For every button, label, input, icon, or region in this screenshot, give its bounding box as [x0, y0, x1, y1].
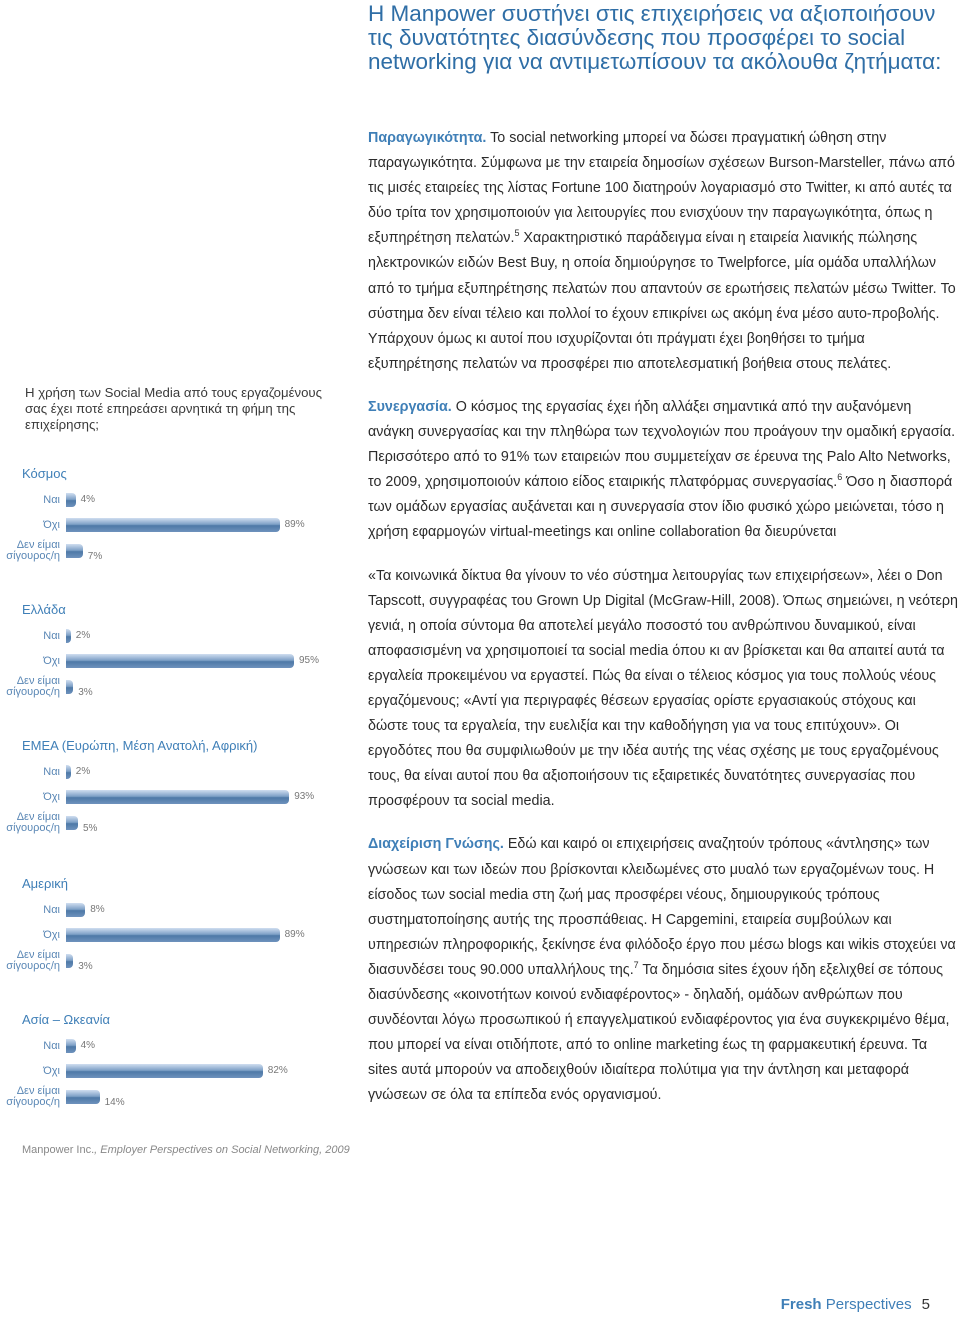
category-label-yes: Ναι [43, 904, 60, 916]
region-label: Κόσμος [22, 466, 67, 481]
paragraph-text: Χαρακτηριστικό παράδειγμα είναι η εταιρεία λιανικής πώλησης ηλεκτρονικών ειδών Best Buy, η οποία δημιούργησε το Twelpforce, μία ομάδα υπαλλήλων από το τμήμα εξυπηρέτησης πελατών που απαντούν σε ερωτήσεις πελατών μέσω Twitter. Το σύστημα δεν είναι τέλειο και πολλοί το έχουν επικρίνει ως ακόμη ένα μέσο αυτο-προβολής. Υπάρχουν όμως κι αυτοί που ισχυρίζονται ότι πράγματι έχει βοηθήσει το τμήμα εξυπηρέτησης πελατών να προσφέρει πιο αποτελεσματική βοήθεια στους πελάτες. [368, 230, 956, 372]
bar-no [66, 928, 280, 942]
category-label-yes: Ναι [43, 630, 60, 642]
chart-source [22, 1144, 350, 1157]
data-label: 89% [284, 519, 305, 530]
bar-yes [66, 493, 76, 507]
section-lead: Συνεργασία. [368, 398, 452, 415]
category-label-unsure: Δεν είμαι σίγουρος/η [6, 949, 60, 972]
section-collaboration [368, 395, 958, 546]
category-label-yes: Ναι [43, 494, 60, 506]
category-label-unsure: Δεν είμαι σίγουρος/η [6, 675, 60, 698]
data-label: 3% [78, 687, 93, 698]
survey-chart [0, 0, 360, 1318]
data-label: 3% [78, 961, 93, 972]
section-lead: Διαχείριση Γνώσης. [368, 836, 504, 853]
section-lead: Παραγωγικότητα. [368, 130, 487, 146]
footnote-ref: 7 [633, 959, 639, 970]
bar-unsure [66, 544, 83, 558]
bar-unsure [66, 680, 73, 694]
category-label-yes: Ναι [43, 766, 60, 778]
bar-yes [66, 903, 85, 917]
footer-brand: Fresh [780, 1296, 822, 1313]
page-number: 5 [921, 1296, 930, 1313]
data-label: 95% [299, 655, 320, 666]
data-label: 2% [75, 766, 91, 777]
category-label-unsure: Δεν είμαι σίγουρος/η [6, 1085, 60, 1108]
bar-unsure [66, 954, 73, 968]
section-knowledge [368, 832, 958, 1108]
data-label: 4% [80, 494, 96, 505]
region-label: ΕΜΕΑ (Ευρώπη, Μέση Ανατολή, Αφρική) [22, 738, 258, 753]
chart-title: Η χρήση των Social Media από τους εργαζομένους σας έχει ποτέ επηρεάσει αρνητικά τη φήμη της επιχείρησης; [25, 385, 322, 432]
data-label: 2% [75, 630, 91, 641]
section-productivity [368, 126, 958, 377]
region-label: Ελλάδα [22, 602, 66, 617]
category-label-no: Όχι [43, 655, 60, 667]
category-label-no: Όχι [43, 929, 60, 941]
bar-no [66, 518, 280, 532]
footnote-ref: 5 [514, 228, 520, 239]
category-label-no: Όχι [43, 1065, 60, 1077]
data-label: 4% [80, 1040, 96, 1051]
page-footer [781, 1296, 930, 1313]
bar-unsure [66, 1090, 100, 1104]
data-label: 5% [83, 823, 98, 834]
category-label-no: Όχι [43, 519, 60, 531]
category-label-unsure: Δεν είμαι σίγουρος/η [6, 539, 60, 562]
data-label: 8% [90, 904, 105, 915]
bar-no [66, 790, 289, 804]
paragraph-tapscott: «Τα κοινωνικά δίκτυα θα γίνουν το νέο σύστημα λειτουργίας των επιχειρήσεων», λέει ο Don Tapscott, συγγραφέας του Grown Up Digital (McGraw-Hill, 2008). Όπως σημειώνει, η νεότερη γενιά, η οποία σύντομα θα αποτελεί μεγάλο ποσοστό του ανθρώπινου δυναμικού, είναι αποφασισμένη να χρησιμοποιεί τα social media όπου κι αν βρίσκεται και θα απαιτεί αυτά τα εργαλεία προκειμένου να εργαστεί. Πώς θα είναι ο τέλειος κόσμος για τους πολλούς νέους εργαζόμενους; «Αντί για περιγραφές θέσεων εργασίας ορίστε εργασιακούς στόχους και δώστε τους τα εργαλεία, την ευελιξία και την καθοδήγηση για να τους επιτύχουν». Οι εργοδότες που θα συμφιλιωθούν με την ιδέα αυτής της νέας σχέσης με τους εργαζομένους τους, θα είναι αυτοί που θα αξιοποιήσουν τις εξαιρετικές δυνατότητες συνεργασίας που προσφέρουν τα social media. [368, 567, 958, 810]
data-label: 93% [294, 791, 315, 802]
bar-yes [66, 629, 71, 643]
page-heading: Η Manpower συστήνει στις επιχειρήσεις να αξιοποιήσουν τις δυνατότητες διασύνδεσης που προσφέρει το social networking για να αντιμετωπίσουν τα ακόλουθα ζητήματα: [368, 1, 942, 74]
footer-brand-rest: Perspectives [821, 1296, 912, 1313]
region-label: Ασία – Ωκεανία [22, 1012, 110, 1027]
source-title: , Employer Perspectives on Social Networking, 2009 [94, 1144, 350, 1156]
category-label-yes: Ναι [43, 1040, 60, 1052]
bar-no [66, 1064, 263, 1078]
article-body [368, 126, 958, 1126]
paragraph-text: Εδώ και καιρό οι επιχειρήσεις αναζητούν τρόπους «άντλησης» των γνώσεων και των ιδεών που βρίσκονται κλειδωμένες στο μυαλό των εργαζομένων τους. Η είσοδος των social media στη ζωή μας προσφέρει νέους, δημιουργικούς τρόπους συστηματοποίησης αυτής της προσπάθειας. Η Capgemini, εταιρεία συμβούλων και υπηρεσιών πληροφορικής, ξεκίνησε ένα φιλόδοξο έργο που μέσω blogs και wikis στοχεύει να διασυνδέσει τους 90.000 υπαλλήλους της. [368, 836, 956, 978]
bar-no [66, 654, 294, 668]
bar-yes [66, 765, 71, 779]
source-publisher: Manpower Inc. [22, 1144, 95, 1156]
paragraph-text: Το social networking μπορεί να δώσει πραγματική ώθηση στην παραγωγικότητα. Σύμφωνα με την εταιρεία δημοσίων σχέσεων Burson-Marsteller, πάνω από τις μισές εταιρείες της λίστας Fortune 100 διατηρούν λογαριασμό στο Twitter, κι από αυτές τα δύο τρίτα τον χρησιμοποιούν για λειτουργίες που ενισχύουν την παραγωγικότητα, όπως η εξυπηρέτηση πελατών. [368, 130, 955, 247]
paragraph-text: Όσο η διασπορά των ομάδων εργασίας αυξάνεται και η συνεργασία στον ίδιο φυσικό χώρο μειώνεται, τόσο η χρήση εφαρμογών virtual-meetings και online collaboration θα διευρύνεται [368, 474, 953, 541]
bar-yes [66, 1039, 76, 1053]
category-label-unsure: Δεν είμαι σίγουρος/η [6, 811, 60, 834]
data-label: 14% [104, 1097, 125, 1108]
category-label-no: Όχι [43, 791, 60, 803]
footnote-ref: 6 [837, 472, 843, 483]
data-label: 82% [267, 1065, 288, 1076]
region-label: Αμερική [22, 876, 68, 891]
data-label: 7% [87, 551, 103, 562]
paragraph-text: Ο κόσμος της εργασίας έχει ήδη αλλάξει σημαντικά από την αυξανόμενη ανάγκη συνεργασίας και την πληθώρα των τεχνολογιών που προάγουν την ομαδική εργασία. Περισσότερο από το 91% των εταιρειών που συμμετείχαν σε έρευνα της Palo Alto Networks, το 2009, χρησιμοποιούν κάποιο είδος εταιρικής πλατφόρμας συνεργασίας. [368, 398, 956, 491]
data-label: 89% [284, 929, 305, 940]
bar-unsure [66, 816, 78, 830]
paragraph-text: Τα δημόσια sites έχουν ήδη εξελιχθεί σε τόπους διασύνδεσης «κοινοτήτων κοινού ενδιαφέροντος» - δηλαδή, ομάδων ανθρώπων που συνδέονται λόγω προσωπικού ή επαγγελματικού ενδιαφέροντος για ένα συγκεκριμένο θέμα, που μπορεί να είναι οτιδήποτε, από το online marketing έως τη φαρμακευτική έρευνα. Τα sites αυτά μπορούν να αποδειχθούν ιδιαίτερα πολύτιμα για την άντληση και μεταφορά γνώσεων σε όλα τα επίπεδα ενός οργανισμού. [368, 961, 950, 1104]
